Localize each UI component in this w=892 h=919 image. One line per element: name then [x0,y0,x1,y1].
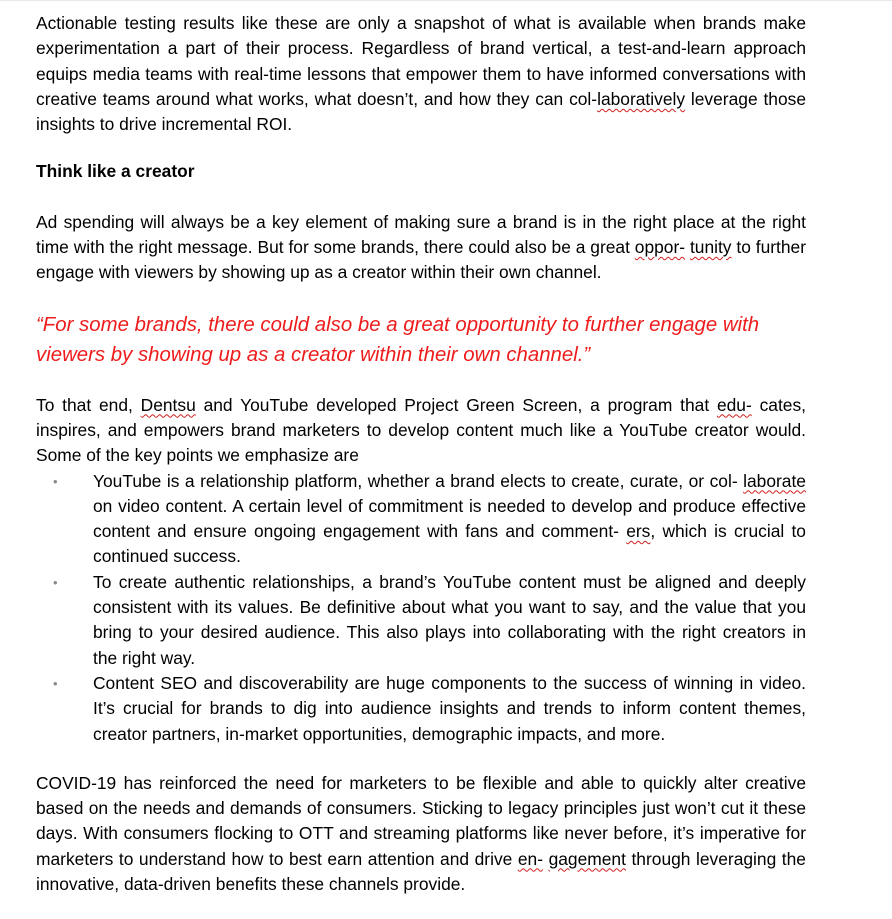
green-screen-paragraph: To that end, Dentsu and YouTube developed Project Green Screen, a program that edu- cates, inspires, and empowers brand marketers to develop content much like a YouTube creator would. Some of the key points we emphasize are [36,394,806,466]
spelling-flag[interactable]: laborate [743,470,806,491]
spelling-flag[interactable]: ers [626,521,651,542]
spelling-flag[interactable]: gagement [548,848,626,869]
document-page[interactable] [36,11,806,897]
pull-quote: “For some brands, there could also be a great opportunity to further engage with viewers by showing up as a creator within their own channel.” [36,313,760,366]
spelling-flag[interactable]: tunity [689,237,732,258]
spelling-flag[interactable]: oppor- [634,237,686,258]
bullet-icon: • [53,574,58,590]
page-top-border [0,0,892,1]
intro-paragraph: Actionable testing results like these are only a snapshot of what is available when brands make experimentation a part of their process. Regardless of brand vertical, a test-and-learn approach equips media teams with real-time lessons that empower them to have informed conversations with creative teams around what works, what doesn’t, and how they can col-laboratively leverage those insights to drive incremental ROI. [36,13,806,135]
spelling-flag[interactable]: laboratively [597,88,686,109]
list-item: • YouTube is a relationship platform, whether a brand elects to create, curate, or col- laborate on video content. A certain level of commitment is needed to develop and produce effective content and ensure ongoing engagement with fans and comment- ers, which is crucial to continued success. [53,470,806,567]
spelling-flag[interactable]: en- [517,848,543,869]
list-item: • Content SEO and discoverability are huge components to the success of winning in video. It’s crucial for brands to dig into audience insights and trends to inform content themes, creator partners, in-market opportunities, demographic impacts, and more. [53,672,806,744]
spelling-flag[interactable]: edu- [716,394,752,415]
spelling-flag[interactable]: Dentsu [140,394,196,415]
bullet-icon: • [53,473,58,489]
list-item: • To create authentic relationships, a brand’s YouTube content must be aligned and deeply consistent with its values. Be definitive about what you want to say, and the value that you bring to your desired audience. This also plays into collaborating with the right creators in the right way. [53,571,806,668]
bullet-icon: • [53,675,58,691]
covid-paragraph: COVID-19 has reinforced the need for marketers to be flexible and able to quickly alter creative based on the needs and demands of consumers. Sticking to legacy principles just won’t cut it these days. With consumers flocking to OTT and streaming platforms like never before, it’s imperative for marketers to understand how to best earn attention and drive en- gagement through leveraging the innovative, data-driven benefits these channels provide. [36,772,806,895]
creator-paragraph: Ad spending will always be a key element of making sure a brand is in the right place at the right time with the right message. But for some brands, there could also be a great oppor- tunity to further engage with viewers by showing up as a creator within their own channel. [36,211,806,283]
key-points-list [36,469,806,747]
section-heading: Think like a creator [36,161,195,182]
